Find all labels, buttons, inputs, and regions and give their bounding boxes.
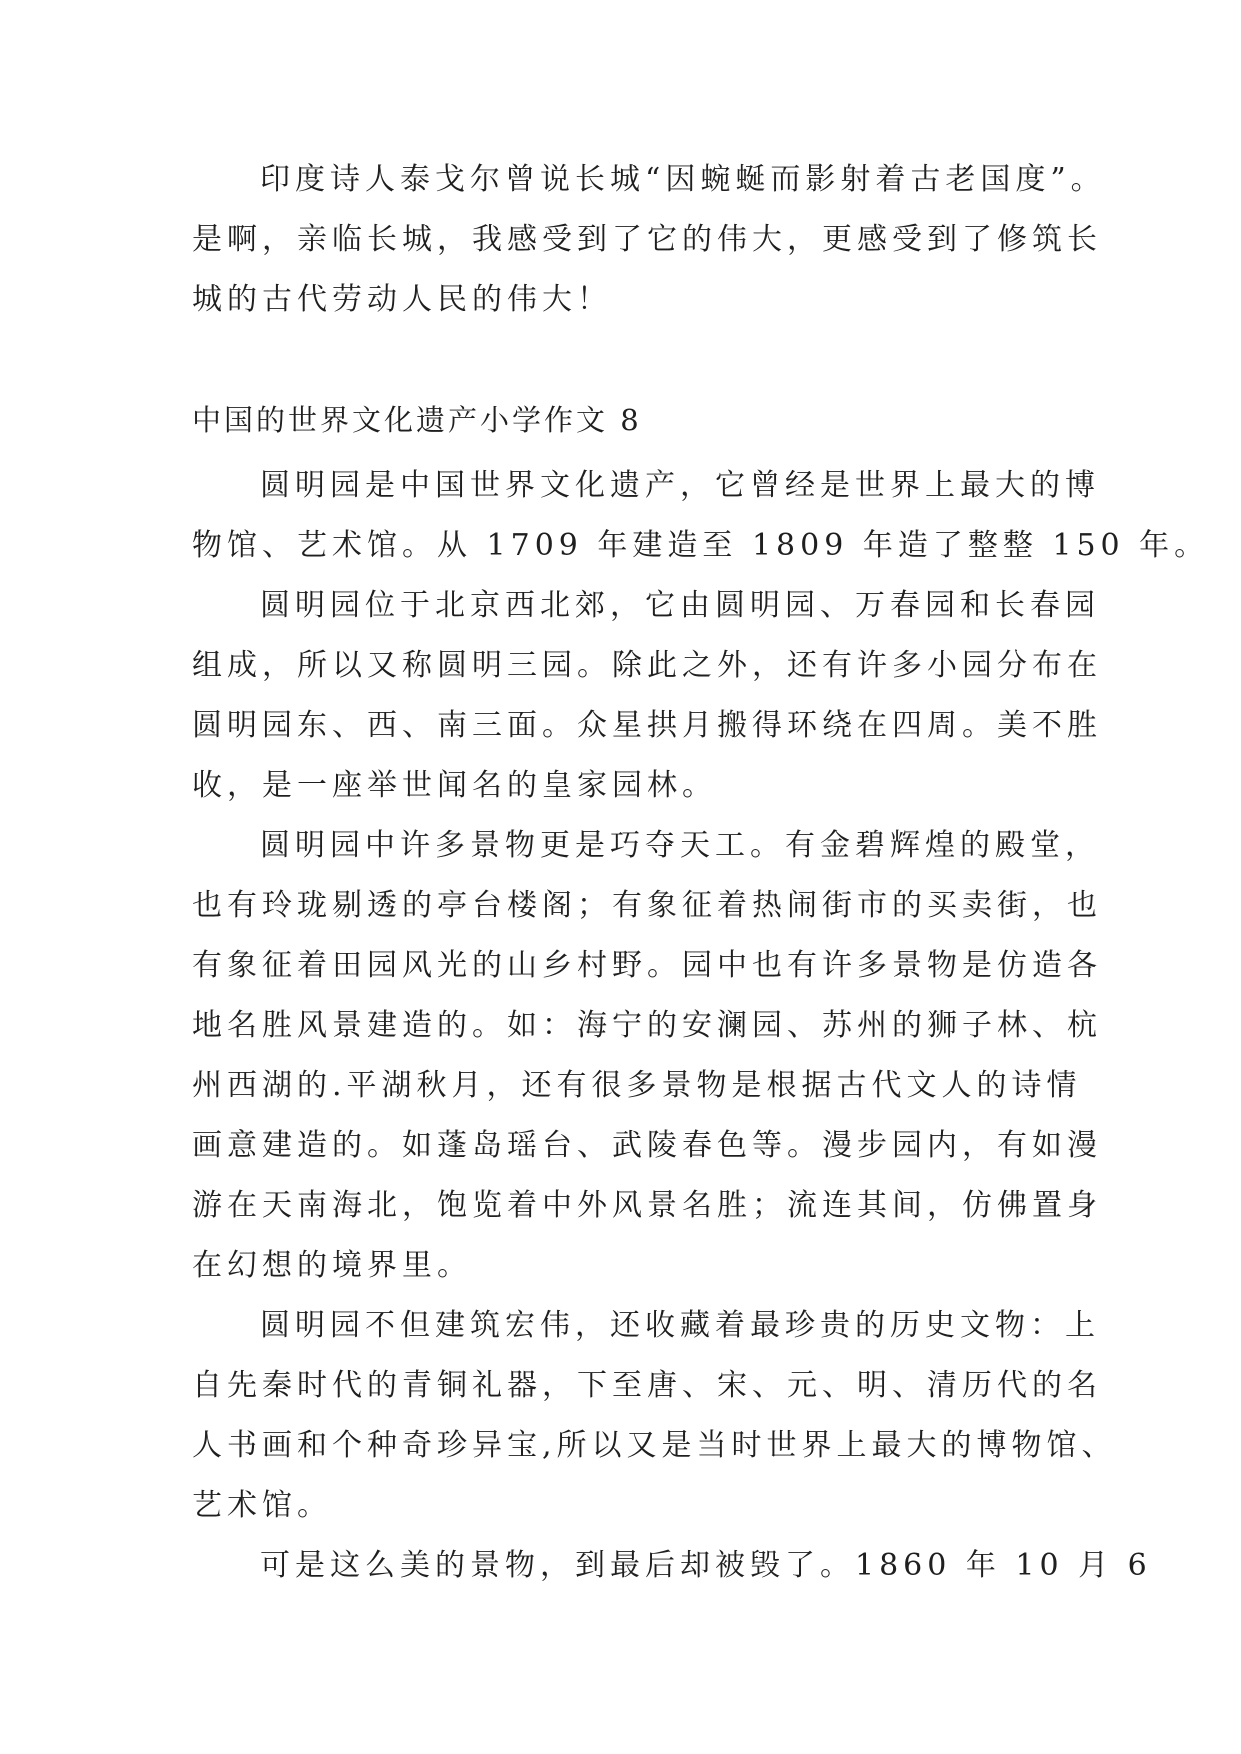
paragraph-line: 也有玲珑剔透的亭台楼阁；有象征着热闹街市的买卖街，也: [192, 888, 1102, 923]
paragraph-line: 物馆、艺术馆。从 1709 年建造至 1809 年造了整整 150 年。: [192, 528, 1210, 563]
paragraph-line: 圆明园不但建筑宏伟，还收藏着最珍贵的历史文物：上: [260, 1308, 1100, 1343]
paragraph-line: 在幻想的境界里。: [192, 1248, 472, 1283]
paragraph-line: 人书画和个种奇珍异宝,所以又是当时世界上最大的博物馆、: [192, 1428, 1117, 1463]
paragraph-line: 印度诗人泰戈尔曾说长城“因蜿蜒而影射着古老国度”。: [260, 162, 1106, 197]
paragraph-line: 地名胜风景建造的。如：海宁的安澜园、苏州的狮子林、杭: [192, 1008, 1102, 1043]
paragraph-line: 可是这么美的景物，到最后却被毁了。1860 年 10 月 6: [260, 1548, 1152, 1583]
paragraph-line: 画意建造的。如蓬岛瑶台、武陵春色等。漫步园内，有如漫: [192, 1128, 1102, 1163]
paragraph-line: 圆明园位于北京西北郊，它由圆明园、万春园和长春园: [260, 588, 1100, 623]
paragraph-line: 是啊，亲临长城，我感受到了它的伟大，更感受到了修筑长: [192, 222, 1102, 257]
paragraph-line: 组成，所以又称圆明三园。除此之外，还有许多小园分布在: [192, 648, 1102, 683]
paragraph-line: 圆明园东、西、南三面。众星拱月搬得环绕在四周。美不胜: [192, 708, 1102, 743]
paragraph-line: 收，是一座举世闻名的皇家园林。: [192, 768, 717, 803]
paragraph-line: 艺术馆。: [192, 1488, 332, 1523]
paragraph-1: [192, 456, 1210, 576]
previous-paragraph: [192, 150, 1106, 330]
paragraph-2: [192, 576, 1102, 816]
paragraph-line: 圆明园中许多景物更是巧夺天工。有金碧辉煌的殿堂，: [260, 828, 1100, 863]
paragraph-line: 自先秦时代的青铜礼器，下至唐、宋、元、明、清历代的名: [192, 1368, 1102, 1403]
paragraph-line: 有象征着田园风光的山乡村野。园中也有许多景物是仿造各: [192, 948, 1102, 983]
article-heading: 中国的世界文化遗产小学作文 8: [192, 403, 642, 437]
paragraph-line: 州西湖的.平湖秋月，还有很多景物是根据古代文人的诗情: [192, 1068, 1082, 1103]
article-body: [192, 456, 1210, 1596]
paragraph-line: 游在天南海北，饱览着中外风景名胜；流连其间，仿佛置身: [192, 1188, 1102, 1223]
paragraph-line: 城的古代劳动人民的伟大！: [192, 282, 612, 317]
paragraph-4: [192, 1296, 1117, 1536]
paragraph-5: [192, 1536, 1152, 1596]
paragraph-line: 圆明园是中国世界文化遗产，它曾经是世界上最大的博: [260, 468, 1100, 503]
paragraph-3: [192, 816, 1102, 1296]
